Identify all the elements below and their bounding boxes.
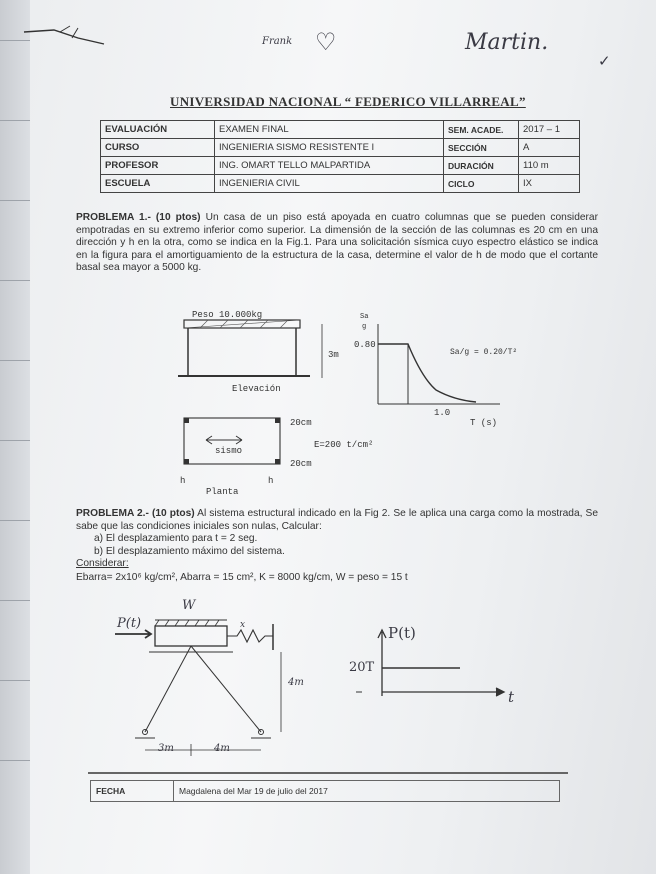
label-curso: CURSO (101, 139, 215, 157)
value-curso: INGENIERIA SISMO RESISTENTE I (215, 139, 444, 157)
value-semestre: 2017 – 1 (519, 121, 580, 139)
label-ciclo: CICLO (444, 175, 519, 193)
problem2-considerar: Considerar: (76, 558, 129, 569)
spectrum-x-10: 1.0 (434, 408, 451, 418)
fecha-value: Magdalena del Mar 19 de julio del 2017 (174, 781, 560, 802)
heart-doodle-icon: ♡ (315, 28, 337, 56)
load-axis-label: P(t) (388, 624, 416, 642)
fig1-sismo-label: sismo (215, 446, 243, 456)
load-t-label: t (508, 688, 515, 706)
problem2-item-a: a) El desplazamiento para t = 2 seg. (94, 533, 258, 544)
value-ciclo: IX (519, 175, 580, 193)
problem1-body: Un casa de un piso está apoyada en cuatro columnas que se pueden considerar empotradas en su extremo inferior como superior. La dimensión de la sección de las columnas es 20 cm en una dirección y h en la otra, como se indica en la Fig.1. Para una solicitación sísmica cuyo espectro elástico se indica en la figura para el amortiguamiento de la estructura de la casa, determine el valor de h de modo que el cortante basal sea mayor a 5000 kg. (76, 212, 598, 274)
fig2-base-left: 3m (158, 743, 174, 754)
spectrum-sa-label: Sa (360, 313, 369, 321)
value-duracion: 110 m (519, 157, 580, 175)
label-escuela: ESCUELA (101, 175, 215, 193)
load-value-label: 20T (349, 660, 375, 675)
spectrum-t-axis: T (s) (470, 418, 498, 428)
fig2-x-label: x (240, 620, 246, 630)
handwritten-name-right: Martin. (465, 30, 549, 55)
value-profesor: ING. OMART TELLO MALPARTIDA (215, 157, 444, 175)
fig2-height-label: 4m (288, 677, 304, 688)
fecha-label: FECHA (91, 781, 174, 802)
footer-rule (88, 772, 568, 774)
exam-header-table (100, 120, 580, 193)
fig1-modulus-label: E=200 t/cm² (314, 440, 374, 450)
value-seccion: A (519, 139, 580, 157)
handwritten-name-left: Frank (262, 36, 293, 47)
footer-table (90, 780, 560, 802)
problem2-body: Al sistema estructural indicado en la Fig 2. Se le aplica una carga como la mostrada, Se sabe que las condiciones iniciales son nulas, Calcular: (76, 508, 598, 532)
adjacent-page (0, 0, 31, 874)
problem2-intro (76, 508, 598, 533)
fig1-elevation-label: Elevación (232, 384, 281, 394)
fig1-dim-bottom: 20cm (290, 459, 312, 469)
fig2-w-label: W (182, 598, 196, 613)
spectrum-g-label: g (362, 323, 367, 331)
value-escuela: INGENIERIA CIVIL (215, 175, 444, 193)
label-evaluacion: EVALUACIÓN (101, 121, 215, 139)
problem1-heading: PROBLEMA 1.- (10 ptos) (76, 212, 201, 223)
problem2-item-b: b) El desplazamiento máximo del sistema. (94, 546, 285, 557)
fig1-peso-label: Peso 10.000kg (192, 310, 263, 320)
spectrum-graph (370, 318, 510, 418)
problem1-text (76, 212, 598, 275)
fig1-h-right: h (268, 476, 274, 486)
check-mark: ✓ (598, 52, 611, 70)
label-profesor: PROFESOR (101, 157, 215, 175)
university-title: UNIVERSIDAD NACIONAL “ FEDERICO VILLARREAL” (170, 94, 526, 109)
spectrum-formula: Sa/g = 0.20/T² (450, 348, 518, 357)
fig1-height-label: 3m (328, 350, 339, 360)
value-evaluacion: EXAMEN FINAL (215, 121, 444, 139)
fig1-planta-label: Planta (206, 487, 239, 497)
fig1-h-left: h (180, 476, 186, 486)
problem2-heading: PROBLEMA 2.- (10 ptos) (76, 508, 195, 519)
label-duracion: DURACIÓN (444, 157, 519, 175)
figure1-structure (170, 306, 330, 502)
label-semestre: SEM. ACADE. (444, 121, 519, 139)
fig2-base-right: 4m (214, 743, 230, 754)
fig2-pt-label: P(t) (117, 616, 142, 631)
spectrum-y-080: 0.80 (354, 340, 376, 350)
label-seccion: SECCIÓN (444, 139, 519, 157)
fig1-dim-top: 20cm (290, 418, 312, 428)
pen-scribble-top-left (20, 18, 110, 48)
problem2-params: Ebarra= 2x10⁶ kg/cm², Abarra = 15 cm², K = 8000 kg/cm, W = peso = 15 t (76, 572, 408, 583)
